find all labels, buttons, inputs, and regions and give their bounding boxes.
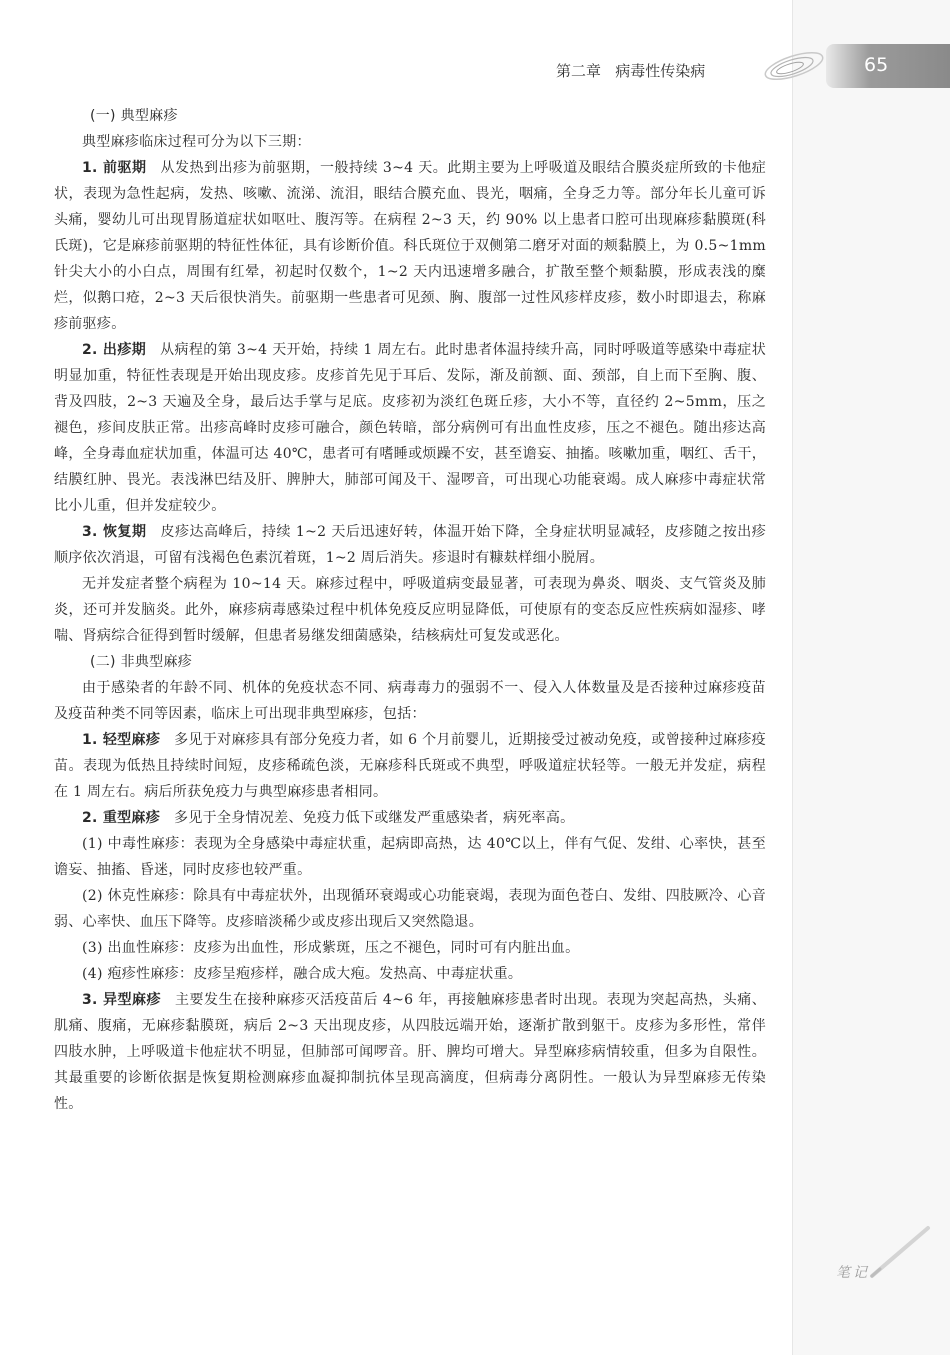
typical-summary: 无并发症者整个病程为 10~14 天。麻疹过程中，呼吸道病变最显著，可表现为鼻炎、咽炎、支气管炎及肺炎，还可并发脑炎。此外，麻疹病毒感染过程中机体免疫反应明显降低，可使原有的变态反应性疾病如湿疹、哮喘、肾病综合征得到暂时缓解，但患者易继发细菌感染，结核病灶可复发或恶化。 [54, 576, 766, 644]
atypical-intro: 由于感染者的年龄不同、机体的免疫状态不同、病毒毒力的强弱不一、侵入人体数量及是否接种过麻疹疫苗及疫苗种类不同等因素，临床上可出现非典型麻疹，包括： [54, 680, 766, 722]
stage-term: 1. 前驱期 [82, 160, 147, 176]
type-term: 2. 重型麻疹 [82, 810, 161, 826]
page-body [54, 103, 766, 1117]
stage-eruption [54, 337, 766, 519]
stage-text: 从发热到出疹为前驱期，一般持续 3~4 天。此期主要为上呼吸道及眼结合膜炎症所致的卡他症状，表现为急性起病，发热、咳嗽、流涕、流泪，眼结合膜充血、畏光，咽痛，全身乏力等。部分年长儿童可诉头痛，婴幼儿可出现胃肠道症状如呕吐、腹泻等。在病程 2~3 天，约 90% 以上患者口腔可出现麻疹黏膜斑(科氏斑)，它是麻疹前驱期的特征性体征，具有诊断价值。科氏斑位于双侧第二磨牙对面的颊黏膜上，为 0.5~1mm 针尖大小的小白点，周围有红晕，初起时仅数个，1~2 天内迅速增多融合，扩散至整个颊黏膜，形成表浅的糜烂，似鹅口疮，2~3 天后很快消失。前驱期一些患者可见颈、胸、腹部一过性风疹样皮疹，数小时即退去，称麻疹前驱疹。 [54, 160, 767, 332]
severe-subtype-toxic: (1) 中毒性麻疹：表现为全身感染中毒症状重，起病即高热，达 40℃以上，伴有气促、发绀、心率快，甚至谵妄、抽搐、昏迷，同时皮疹也较严重。 [54, 836, 766, 878]
type-severe [54, 805, 766, 831]
stage-prodromal [54, 155, 766, 337]
severe-subtype-shock: (2) 休克性麻疹：除具有中毒症状外，出现循环衰竭或心功能衰竭，表现为面色苍白、发绀、四肢厥冷、心音弱、心率快、血压下降等。皮疹暗淡稀少或皮疹出现后又突然隐退。 [54, 888, 766, 930]
notes-label: 笔记 [836, 1265, 870, 1281]
severe-subtype-hemorrhagic: (3) 出血性麻疹：皮疹为出血性，形成紫斑，压之不褪色，同时可有内脏出血。 [82, 940, 580, 956]
chapter-title: 第二章 病毒性传染病 [556, 62, 706, 80]
stage-recovery [54, 519, 766, 571]
page-number: 65 [864, 54, 889, 76]
margin-column [792, 0, 950, 1355]
type-term: 3. 异型麻疹 [82, 992, 162, 1008]
stage-term: 2. 出疹期 [82, 342, 147, 358]
type-text: 主要发生在接种麻疹灭活疫苗后 4~6 年，再接触麻疹患者时出现。表现为突起高热，头痛、肌痛、腹痛，无麻疹黏膜斑，病后 2~3 天出现皮疹，从四肢远端开始，逐渐扩散到躯干。皮疹为多形性，常伴四肢水肿，上呼吸道卡他症状不明显，但肺部可闻啰音。肝、脾均可增大。异型麻疹病情较重，但多为自限性。其最重要的诊断依据是恢复期检测麻疹血凝抑制抗体呈现高滴度，但病毒分离阴性。一般认为异型麻疹无传染性。 [54, 992, 766, 1112]
type-abnormal [54, 987, 766, 1117]
stage-text: 皮疹达高峰后，持续 1~2 天后迅速好转，体温开始下降，全身症状明显减轻，皮疹随之按出疹顺序依次消退，可留有浅褐色色素沉着斑，1~2 周后消失。疹退时有糠麸样细小脱屑。 [54, 524, 767, 566]
severe-subtype-herpetic: (4) 疱疹性麻疹：皮疹呈疱疹样，融合成大疱。发热高、中毒症状重。 [82, 966, 523, 982]
type-mild [54, 727, 766, 805]
stage-text: 从病程的第 3~4 天开始，持续 1 周左右。此时患者体温持续升高，同时呼吸道等感染中毒症状明显加重，特征性表现是开始出现皮疹。皮疹首先见于耳后、发际，渐及前额、面、颈部，自上而下至胸、腹、背及四肢，2~3 天遍及全身，最后达手掌与足底。皮疹初为淡红色斑丘疹，大小不等，直径约 2~5mm，压之褪色，疹间皮肤正常。出疹高峰时皮疹可融合，颜色转暗，部分病例可有出血性皮疹，压之不褪色。随出疹达高峰，全身毒血症状加重，体温可达 40℃，患者可有嗜睡或烦躁不安，甚至谵妄、抽搐。咳嗽加重，咽红、舌干，结膜红肿、畏光。表浅淋巴结及肝、脾肿大，肺部可闻及干、湿啰音，可出现心功能衰竭。成人麻疹中毒症状常比小儿重，但并发症较少。 [54, 342, 766, 514]
typical-intro: 典型麻疹临床过程可分为以下三期： [82, 134, 311, 150]
stage-term: 3. 恢复期 [82, 524, 147, 540]
swirl-logo-icon [758, 44, 828, 88]
type-text: 多见于对麻疹具有部分免疫力者，如 6 个月前婴儿，近期接受过被动免疫，或曾接种过麻疹疫苗。表现为低热且持续时间短，皮疹稀疏色淡，无麻疹科氏斑或不典型，呼吸道症状轻等。一般无并发症，病程在 1 周左右。病后所获免疫力与典型麻疹患者相同。 [54, 732, 766, 800]
section-heading-typical: (一) 典型麻疹 [90, 108, 178, 124]
section-heading-atypical: (二) 非典型麻疹 [90, 654, 193, 670]
type-term: 1. 轻型麻疹 [82, 732, 161, 748]
type-text: 多见于全身情况差、免疫力低下或继发严重感染者，病死率高。 [174, 810, 575, 826]
pen-icon [866, 1222, 936, 1282]
